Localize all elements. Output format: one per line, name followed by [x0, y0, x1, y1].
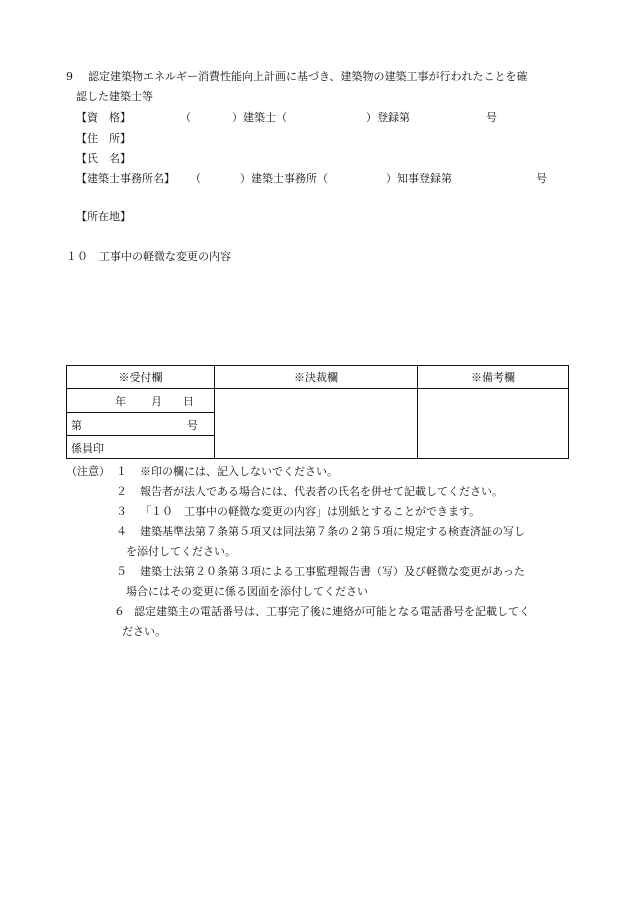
notes-label: （注意） — [66, 465, 110, 478]
qualification-go: 号 — [486, 111, 497, 124]
office-go: 号 — [536, 172, 547, 185]
qualification-architect-type: ）建築士（ — [232, 111, 287, 124]
clerk-seal-label: 係員印 — [71, 441, 104, 455]
section9-title-line2: 認した建築士等 — [76, 90, 153, 103]
note-5-number: ５ — [116, 565, 127, 578]
note-2-text: 報告者が法人である場合には、代表者の氏名を併せて記載してください。 — [140, 485, 503, 498]
note-3-text: 「１０ 工事中の軽微な変更の内容」は別紙とすることができます。 — [140, 505, 481, 518]
note-2-number: ２ — [116, 485, 127, 498]
number-suffix: 号 — [187, 418, 198, 432]
location-label: 【所在地】 — [76, 210, 131, 223]
office-kind: ）建築士事務所（ — [240, 172, 328, 185]
remarks-header: ※備考欄 — [418, 366, 569, 389]
note-4-text-line1: 建築基準法第７条第５項又は同法第７条の２第５項に規定する検査済証の写し — [140, 525, 525, 538]
office-name-label: 【建築士事務所名】 — [76, 172, 175, 185]
note-6-text-line2: ださい。 — [122, 625, 166, 638]
qualification-paren-open: （ — [180, 111, 191, 124]
reception-number-cell — [67, 412, 215, 435]
note-1-number: １ — [116, 465, 127, 478]
office-use-table — [66, 365, 569, 459]
note-6-number: ６ — [114, 605, 125, 618]
address-label: 【住 所】 — [76, 132, 131, 145]
date-month: 月 — [151, 395, 162, 409]
number-prefix: 第 — [71, 418, 82, 432]
clerk-seal-cell — [67, 435, 215, 458]
note-5-text-line2: 場合にはその変更に係る図面を添付してください — [126, 585, 368, 598]
name-label: 【氏 名】 — [76, 152, 131, 165]
note-6-text-line1: 認定建築主の電話番号は、工事完了後に連絡が可能となる電話番号を記載してく — [134, 605, 530, 618]
note-4-text-line2: を添付してください。 — [126, 545, 236, 558]
date-year: 年 — [115, 395, 126, 409]
note-4-number: ４ — [116, 525, 127, 538]
office-paren-open: （ — [190, 172, 201, 185]
reception-header: ※受付欄 — [67, 366, 215, 389]
qualification-registration: ）登録第 — [366, 111, 410, 124]
section9-title-line1: 認定建築物エネルギー消費性能向上計画に基づき、建築物の建築工事が行われたことを確 — [88, 70, 528, 83]
approval-cell — [215, 389, 418, 459]
remarks-cell — [418, 389, 569, 459]
date-day: 日 — [183, 395, 194, 409]
approval-header: ※決裁欄 — [215, 366, 418, 389]
section10-title: １０ 工事中の軽微な変更の内容 — [66, 250, 231, 263]
office-registration: ）知事登録第 — [386, 172, 452, 185]
section9-number: 9 — [66, 70, 73, 83]
qualification-label: 【資 格】 — [76, 111, 131, 124]
note-1-text: ※印の欄には、記入しないでください。 — [140, 465, 338, 478]
note-3-number: ３ — [116, 505, 127, 518]
reception-date-cell — [67, 389, 215, 412]
note-5-text-line1: 建築士法第２０条第３項による工事監理報告書（写）及び軽微な変更があった — [140, 565, 525, 578]
